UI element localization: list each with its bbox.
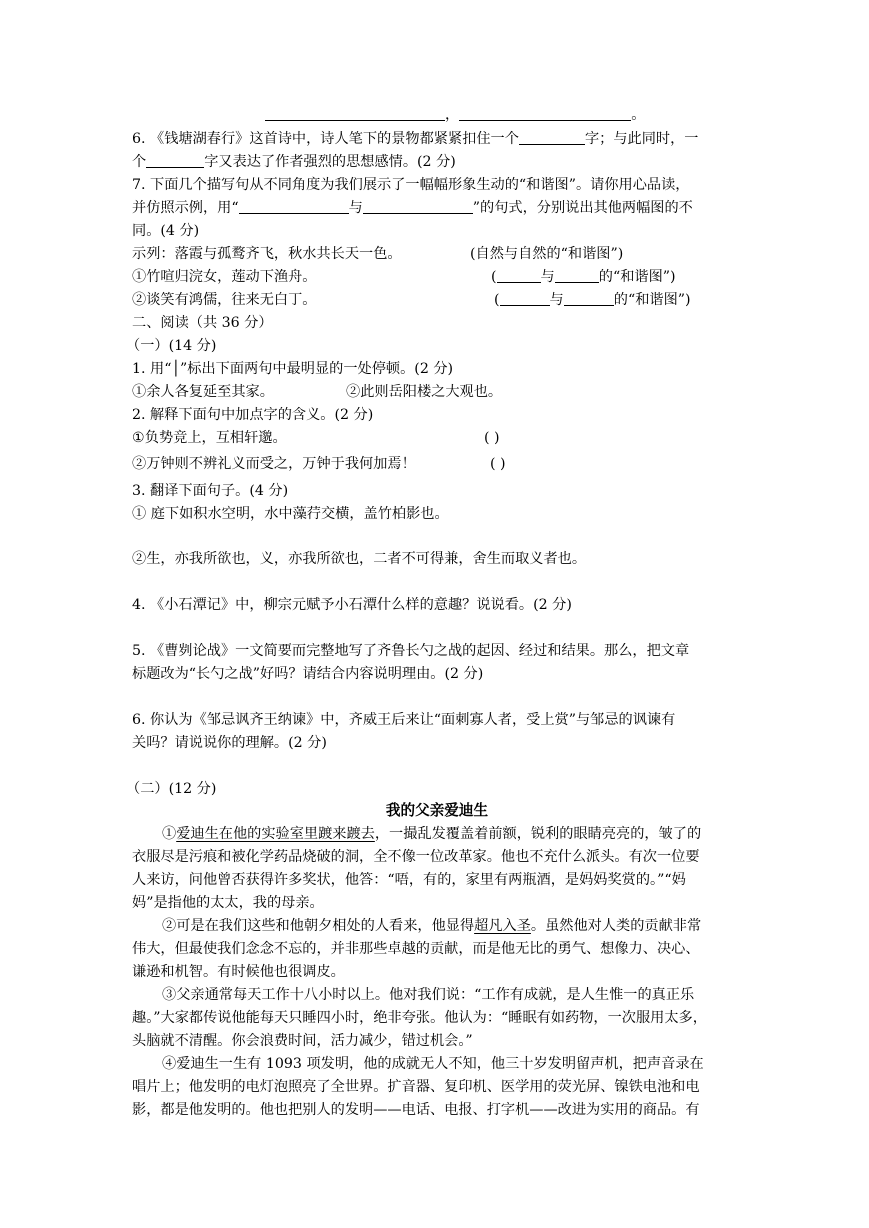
p4-line-3: 影，都是他发明的。他也把别人的发明——电话、电报、打字机——改进为实用的商品。有 (132, 1102, 700, 1118)
q6-text-a: 6. 《钱塘湖春行》这首诗中，诗人笔下的景物都紧紧扣住一个 (132, 131, 519, 147)
reading-q3: 3. 翻译下面句子。(4 分) (132, 483, 289, 499)
item-1-blank-1[interactable] (497, 268, 541, 283)
question-7-line-2 (132, 197, 742, 219)
p4-line-1: ④爱迪生一生有 1093 项发明，他的成就无人不知，他三十岁发明留声机，把声音录在 (162, 1056, 704, 1072)
article-title: 我的父亲爱迪生 (385, 802, 489, 819)
example-note: (自然与自然的“和谐图”) (470, 246, 624, 262)
item-1-end: 的“和谐图”) (598, 269, 676, 285)
q2a-post: 势竞上，互相轩邈。 (158, 430, 287, 446)
part-2-heading: （二）(12 分) (126, 781, 217, 797)
item-1-text: ①竹喧归浣女，莲动下渔舟。 (132, 269, 317, 285)
item-2-text: ②谈笑有鸿儒，往来无白丁。 (132, 292, 317, 308)
item-2-blank-1[interactable] (500, 291, 550, 306)
p2-line-2: 伟大，但最使我们念念不忘的，并非那些卓越的贡献，而是他无比的勇气、想像力、决心、 (132, 941, 700, 957)
period: 。 (631, 107, 645, 123)
p3-line-2: 趣。”大家都传说他能每天只睡四小时，绝非夸张。他认为：“睡眠有如药物，一次服用太多， (132, 1010, 707, 1026)
p1-line-3: 人来访，问他曾否获得许多奖状，他答：“唔，有的，家里有两瓶酒，是妈妈奖赏的。”“妈 (132, 872, 686, 888)
reading-q1-a: ①余人各复延至其家。 (132, 384, 274, 400)
part-1-heading: （一）(14 分) (126, 338, 217, 354)
q7-text-b1: 并仿照示例，用“ (132, 200, 239, 216)
p2-text-b: 。虽然他对人类的贡献非常 (530, 918, 702, 934)
q7-text-b2: 与 (348, 200, 363, 216)
question-6-line-2 (132, 151, 742, 173)
q6-blank-2[interactable] (146, 153, 204, 168)
section-2-heading: 二、阅读（共 36 分） (132, 315, 273, 331)
p2-underlined: 超凡入圣 (474, 918, 531, 934)
item-2-blank-2[interactable] (564, 291, 614, 306)
item-2-paren-open: ( (494, 292, 500, 308)
answer-blank-1[interactable] (265, 106, 445, 121)
item-1-paren-open: ( (491, 269, 497, 285)
answer-blank-2[interactable] (459, 106, 631, 121)
p1-number: ① (162, 826, 177, 842)
answer-blank-line (265, 104, 645, 126)
q2b-dotted-char: 焉 (387, 453, 401, 475)
q2a-pre: ① (132, 430, 145, 446)
comma: ， (445, 107, 460, 123)
q2b-post: ！ (401, 456, 416, 472)
p3-line-3: 头脑就不清醒。你会浪费时间，活力减少，错过机会。” (132, 1033, 473, 1049)
q7-blank-2[interactable] (363, 199, 473, 214)
reading-q2-a (132, 427, 742, 449)
q6-blank-1[interactable] (519, 130, 585, 145)
q7-blank-1[interactable] (239, 199, 349, 214)
reading-q2-b (132, 453, 742, 475)
reading-q2: 2. 解释下面句中加点字的含义。(2 分) (132, 407, 374, 423)
p1-rest: ，一撮乱发覆盖着前额，锐利的眼睛亮亮的，皱了的 (374, 826, 702, 842)
q2a-dotted-char: 负 (145, 427, 159, 449)
q6-text-b: 字；与此同时，一 (584, 131, 699, 147)
p1-underlined: 爱迪生在他的实验室里踱来踱去 (176, 826, 375, 842)
reading-q3-b: ②生，亦我所欲也，义，亦我所欲也，二者不可得兼，舍生而取义者也。 (132, 551, 587, 567)
reading-q1-b: ②此则岳阳楼之大观也。 (346, 384, 503, 400)
q6-text-d: 字又表达了作者强烈的思想感情。(2 分) (204, 154, 456, 170)
p3-line-1: ③父亲通常每天工作十八小时以上。他对我们说：“工作有成就，是人生惟一的真正乐 (162, 987, 695, 1003)
example-text: 示列：落霞与孤鹜齐飞，秋水共长天一色。 (132, 246, 402, 262)
p2-line-1 (162, 915, 742, 937)
item-2-answer (494, 289, 744, 311)
p2-line-3: 谦逊和机智。有时候他也很调皮。 (132, 964, 345, 980)
q2b-pre: ②万钟则不辨礼义而受之，万钟于我何加 (132, 456, 388, 472)
question-7-line-3: 同。(4 分) (132, 223, 200, 239)
p4-line-2: 唱片上；他发明的电灯泡照亮了全世界。扩音器、复印机、医学用的荧光屏、镍铁电池和电 (132, 1079, 700, 1095)
reading-q5-line-2: 标题改为“长勺之战”好吗？请结合内容说明理由。(2 分) (132, 666, 484, 682)
reading-q6-line-2: 关吗？请说说你的理解。(2 分) (132, 735, 327, 751)
q7-text-b3: ”的句式，分别说出其他两幅图的不 (472, 200, 693, 216)
reading-q2-a-paren[interactable]: ( ) (484, 430, 500, 446)
reading-q6-line-1: 6. 你认为《邹忌讽齐王纳谏》中，齐威王后来让“面刺寡人者，受上赏”与邹忌的讽谏有 (132, 712, 676, 728)
question-6-line-1 (132, 128, 742, 150)
item-1-blank-2[interactable] (555, 268, 599, 283)
reading-q4: 4. 《小石潭记》中，柳宗元赋予小石潭什么样的意趣？说说看。(2 分) (132, 597, 572, 613)
p1-line-4: 妈”是指他的太太，我的母亲。 (132, 895, 324, 911)
p2-text-a: ②可是在我们这些和他朝夕相处的人看来，他显得 (162, 918, 475, 934)
item-1-mid: 与 (540, 269, 555, 285)
question-7-line-1: 7. 下面几个描写句从不同角度为我们展示了一幅幅形象生动的“和谐图”。请你用心品读， (132, 177, 690, 193)
item-1-answer (491, 266, 741, 288)
p1-line-1 (162, 823, 742, 845)
item-2-end: 的“和谐图”) (613, 292, 691, 308)
q6-text-c: 个 (132, 154, 147, 170)
item-2-mid: 与 (549, 292, 564, 308)
p1-line-2: 衣服尽是污痕和被化学药品烧破的洞，全不像一位改革家。他也不充什么派头。有次一位要 (132, 849, 700, 865)
reading-q3-a: ① 庭下如积水空明，水中藻荇交横，盖竹柏影也。 (132, 506, 449, 522)
reading-q1: 1. 用“│”标出下面两句中最明显的一处停顿。(2 分) (132, 361, 454, 377)
reading-q2-b-paren[interactable]: ( ) (490, 456, 506, 472)
reading-q5-line-1: 5. 《曹刿论战》一文简要而完整地写了齐鲁长勺之战的起因、经过和结果。那么，把文章 (132, 643, 690, 659)
